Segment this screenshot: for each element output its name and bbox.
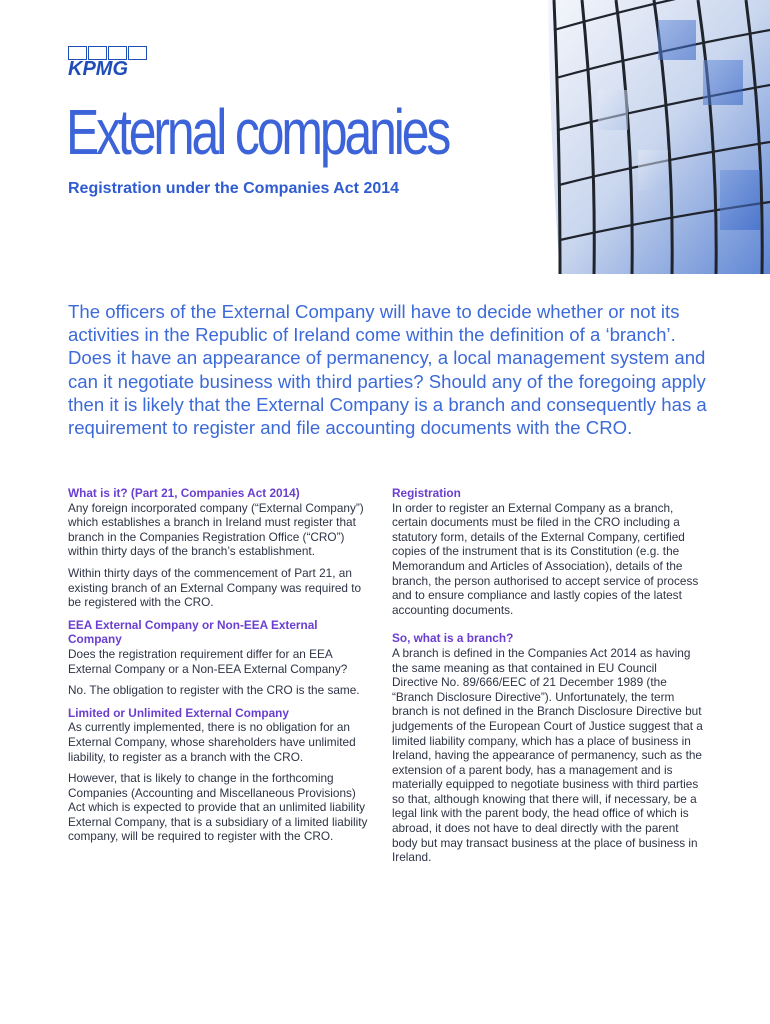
lead-paragraph: The officers of the External Company will have to decide whether or not its activities in the Republic of Ireland come within the definition of a ‘branch’. Does it have an appearance of permanency, a local management system and can it negotiate business with third parties? Should any of the foregoing apply then it is likely that the External Company is a branch and consequently has a requirement to register and file accounting documents with the CRO. (68, 301, 707, 439)
section-paragraph: Does the registration requirement differ for an EEA External Company or a Non-EEA External Company? (68, 646, 348, 676)
page-title: External companies (66, 96, 449, 168)
section-paragraph: As currently implemented, there is no obligation for an External Company, whose shareholders have unlimited liability, to register as a branch with the CRO. (68, 720, 356, 764)
section-paragraph: Any foreign incorporated company (“External Company”) which establishes a branch in Ireland must register that branch in the Companies Registration Office (“CRO”) within thirty days of the branch’s establishment. (68, 500, 364, 559)
building-facade-image (548, 0, 770, 274)
section-heading: Registration (392, 486, 461, 500)
section-heading: Limited or Unlimited External Company (68, 705, 289, 720)
section-what-is-branch (392, 631, 704, 865)
section-registration (392, 486, 704, 617)
kpmg-logo (68, 46, 152, 80)
section-what-is-it (68, 486, 370, 610)
logo-wordmark: KPMG (68, 58, 128, 80)
left-column (68, 486, 370, 852)
section-heading: So, what is a branch? (392, 631, 514, 646)
right-column (392, 486, 704, 873)
section-paragraph: Within thirty days of the commencement of Part 21, an existing branch of an External Company was required to be registered with the CRO. (68, 565, 362, 610)
section-paragraph: In order to register an External Company as a branch, certain documents must be filed in the CRO including a statutory form, details of the External Company, certified copies of the instrument that is its Constitution (e.g. the Memorandum and Articles of Association), details of the branch, the person authorised to accept service of process and to ensure compliance and lastly copies of the latest accounting documents. (392, 500, 699, 617)
section-paragraph: A branch is defined in the Companies Act 2014 as having the same meaning as that contained in EU Council Directive No. 89/666/EEC of 21 December 1989 (the “Branch Disclosure Directive”). Unfortunately, the term branch is not defined in the Branch Disclosure Directive but judgements of the European Court of Justice suggest that a limited liability company, which has a place of business in Ireland, having the appearance of permanency, such as the extension of a parent body, has a management and is materially equipped to negotiate business with third parties so that, although knowing that there will, if necessary, be a legal link with the parent body, the head office of which is abroad, it does not have to deal directly with the parent body but may transact business at the place of business in Ireland. (392, 645, 703, 865)
section-paragraph: However, that is likely to change in the forthcoming Companies (Accounting and Miscellaneous Provisions) Act which is expected to provide that an unlimited liability External Company, that is a subsidiary of a limited liability company, will be required to register with the CRO. (68, 771, 368, 844)
section-heading: EEA External Company or Non-EEA External Company (68, 617, 318, 647)
page-subtitle: Registration under the Companies Act 2014 (68, 180, 400, 197)
section-limited-unlimited (68, 706, 370, 844)
section-heading: What is it? (Part 21, Companies Act 2014) (68, 486, 300, 500)
section-eea (68, 618, 370, 698)
section-paragraph: No. The obligation to register with the CRO is the same. (68, 683, 360, 698)
